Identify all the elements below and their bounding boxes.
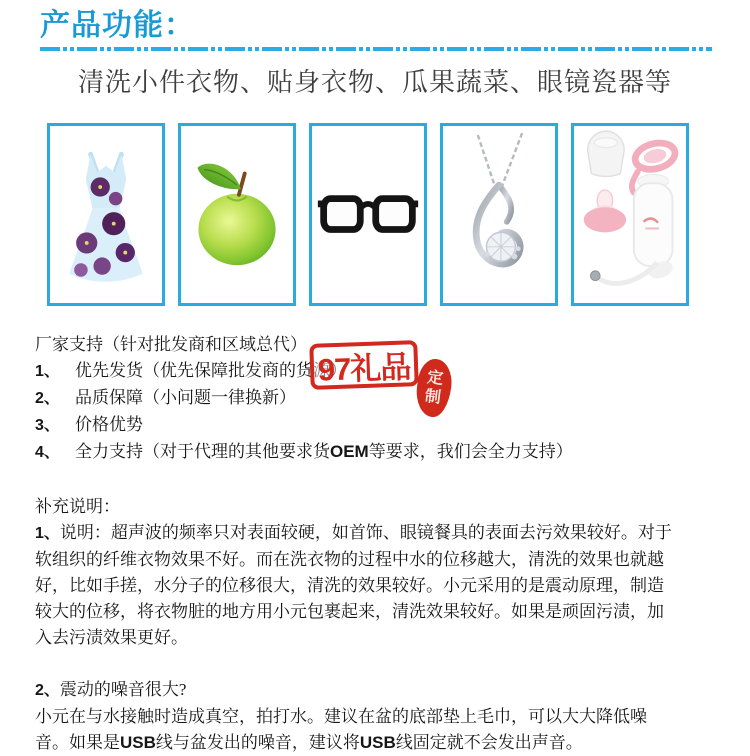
noise-line-1: 小元在与水接触时造成真空，拍打水。建议在盆的底部垫上毛巾，可以大大降低噪 [35, 707, 647, 726]
gallery-item-glasses [309, 123, 427, 306]
noise-usb-1: USB [120, 733, 156, 752]
page-subtitle: 清洗小件衣物、贴身衣物、瓜果蔬菜、眼镜瓷器等 [77, 67, 672, 97]
support-item-4 [35, 439, 715, 466]
explain-line-4: 较大的位移，将衣物脏的地方用小元包裹起来，清洗效果较好。如果是顽固污渍，加 [35, 602, 664, 621]
explain-line-3: 好，比如手搓，水分子的位移很大，清洗的效果较好。小元采用的是震动原理，制造 [35, 576, 664, 595]
eyeglasses-image [314, 129, 422, 300]
explain-number: 1、 [35, 525, 60, 542]
noise-subsection [35, 677, 715, 756]
noise-line-2 [35, 730, 715, 756]
support-item-4-oem: OEM [330, 442, 369, 461]
support-item-3 [35, 412, 715, 439]
noise-line-2-seg3: 线固定就不会发出声音。 [395, 733, 583, 752]
noise-heading [35, 677, 715, 704]
watermark-badge [309, 340, 419, 390]
gallery-item-pendant [440, 123, 558, 306]
watermark-label: 97礼品 [317, 348, 411, 388]
support-item-2 [35, 385, 715, 412]
gallery-item-bottles [571, 123, 689, 306]
explain-line-2: 软组织的纤维衣物效果不好。而在洗衣物的过程中水的位移越大，清洗的效果也就越 [35, 550, 664, 569]
divider-dashed-line [40, 47, 712, 51]
noise-usb-2: USB [359, 733, 396, 752]
support-item-3-number: 3、 [35, 417, 60, 434]
gallery-item-dress [47, 123, 165, 306]
noise-number: 2、 [35, 682, 60, 699]
gallery-item-apple [178, 123, 296, 306]
support-item-1-text: 优先发货（优先保障批发商的货源） [75, 361, 347, 380]
page-title: 产品功能： [40, 9, 195, 42]
floral-dress-image [52, 129, 160, 300]
support-intro: 厂家支持（针对批发商和区域总代） [35, 335, 307, 354]
explain-line-5: 入去污渍效果更好。 [35, 628, 188, 647]
silver-pendant-image [445, 129, 553, 300]
noise-heading-text: 震动的噪音很大? [59, 680, 187, 699]
seal-char-top: 定 [426, 369, 445, 388]
green-apple-image [183, 129, 291, 300]
explain-line-1-text: 说明：超声波的频率只对表面较硬，如首饰、眼镜餐具的表面去污效果较好。对于 [59, 523, 672, 542]
support-item-2-number: 2、 [35, 390, 60, 407]
support-item-4-text-post: 等要求，我们会全力支持） [368, 442, 573, 461]
seal-char-bottom: 制 [423, 388, 442, 407]
noise-line-2-seg2: 线与盆发出的噪音，建议将 [155, 733, 360, 752]
support-item-3-text: 价格优势 [75, 415, 143, 434]
product-features-page [0, 8, 750, 752]
notes-heading: 补充说明： [35, 497, 120, 516]
support-item-1-number: 1、 [35, 363, 60, 380]
product-gallery [47, 123, 750, 306]
support-item-4-number: 4、 [35, 444, 60, 461]
support-item-2-text: 品质保障（小问题一律换新） [75, 388, 296, 407]
notes-section [35, 494, 715, 756]
baby-bottle-set-image [576, 129, 684, 300]
support-item-4-text-pre: 全力支持（对于代理的其他要求货 [75, 442, 330, 461]
noise-line-2-seg1: 音。如果是 [35, 733, 120, 752]
explain-line-1 [35, 520, 715, 547]
